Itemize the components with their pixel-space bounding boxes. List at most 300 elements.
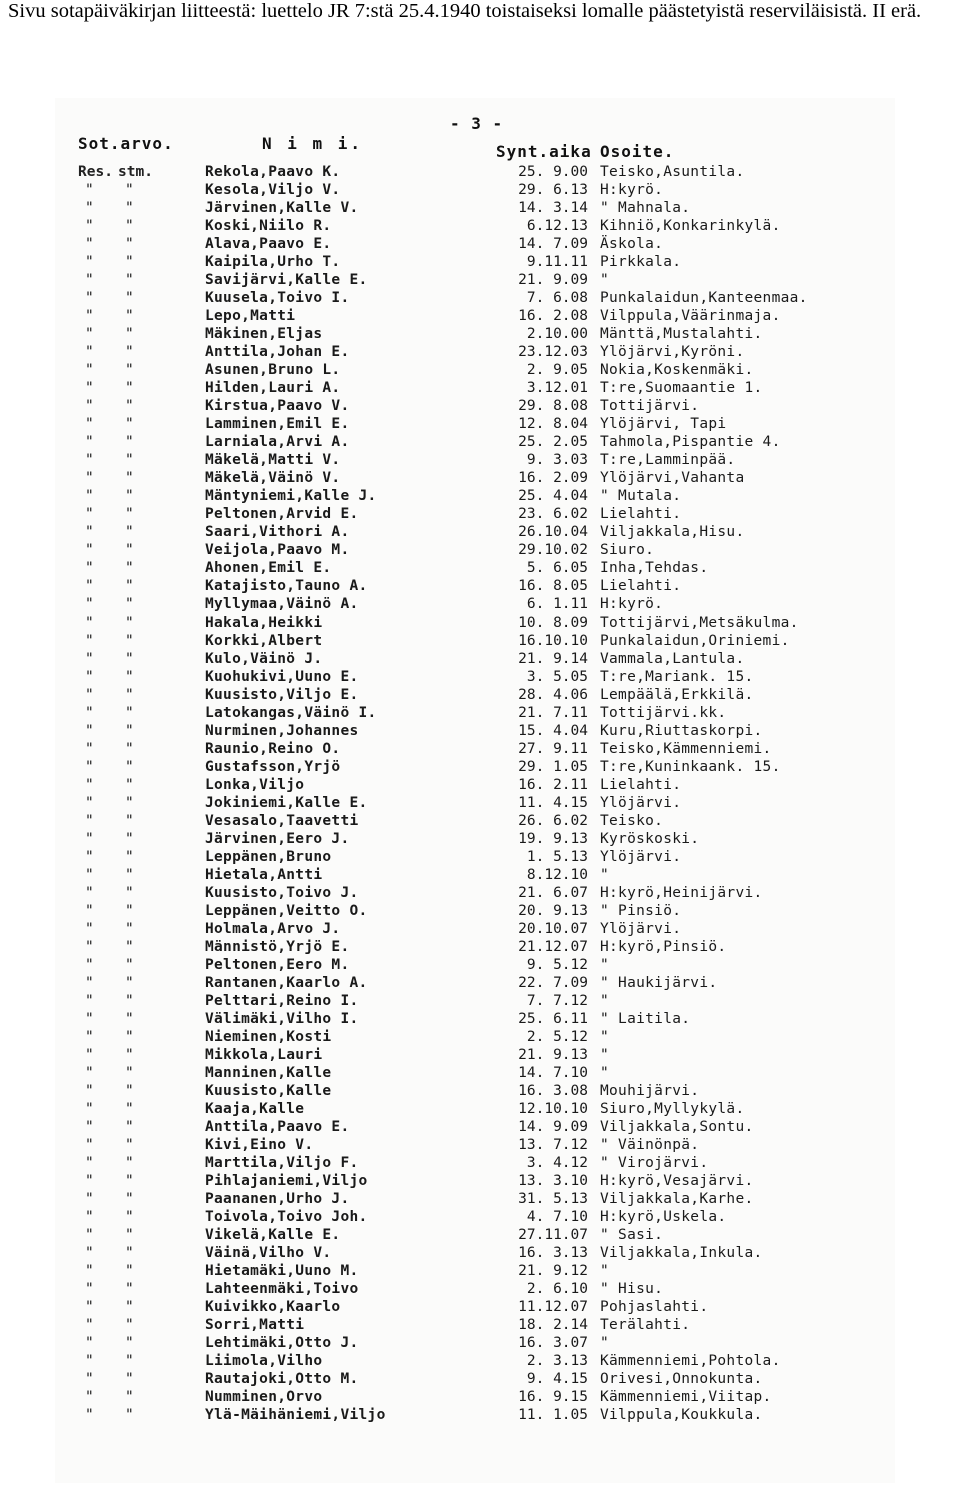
- table-row: [0, 505, 960, 523]
- birth-date-cell: 11. 1.05: [518, 1407, 588, 1424]
- birth-date-cell: 9. 3.03: [526, 452, 588, 469]
- table-row: [0, 1370, 960, 1388]
- name-cell: Mikkola,Lauri: [205, 1046, 323, 1063]
- rank-cell-1: ": [85, 218, 94, 235]
- birth-date-cell: 2. 3.13: [526, 1353, 588, 1370]
- birth-date-cell: 25. 6.11: [518, 1010, 588, 1027]
- birth-date-cell: 27. 9.11: [518, 740, 588, 757]
- birth-date-cell: 26.10.04: [518, 524, 588, 541]
- birth-date-cell: 8.12.10: [526, 866, 588, 883]
- name-cell: Paananen,Urho J.: [205, 1191, 350, 1208]
- birth-date-cell: 14. 3.14: [518, 200, 588, 217]
- name-cell: Mäkelä,Matti V.: [205, 452, 341, 469]
- name-cell: Järvinen,Eero J.: [205, 830, 350, 847]
- table-row: [0, 794, 960, 812]
- table-row: [0, 1064, 960, 1082]
- name-cell: Mäkelä,Väinö V.: [205, 470, 341, 487]
- address-cell: ": [600, 956, 610, 973]
- birth-date-cell: 3. 5.05: [526, 668, 588, 685]
- name-cell: Kaipila,Urho T.: [205, 254, 341, 271]
- table-row: [0, 686, 960, 704]
- rank-cell-1: ": [85, 1046, 94, 1063]
- address-cell: " Mahnala.: [600, 200, 691, 217]
- name-cell: Katajisto,Tauno A.: [205, 578, 368, 595]
- name-cell: Manninen,Kalle: [205, 1065, 332, 1081]
- table-row: [0, 866, 960, 884]
- rank-cell-1: ": [85, 1371, 94, 1388]
- name-cell: Asunen,Bruno L.: [205, 362, 341, 379]
- name-cell: Ylä-Mäihäniemi,Viljo: [205, 1407, 386, 1424]
- birth-date-cell: 14. 7.10: [518, 1065, 588, 1081]
- table-row: [0, 397, 960, 415]
- address-cell: Teisko,Asuntila.: [600, 164, 745, 180]
- rank-cell-2: ": [125, 794, 134, 811]
- rank-cell-2: ": [125, 668, 134, 685]
- rank-cell-1: ": [85, 524, 94, 541]
- rank-cell-1: ": [85, 1083, 94, 1100]
- name-cell: Pelttari,Reino I.: [205, 992, 359, 1009]
- rank-cell-1: ": [85, 650, 94, 667]
- birth-date-cell: 16. 2.09: [518, 470, 588, 487]
- table-row: [0, 307, 960, 325]
- rank-cell-2: ": [125, 758, 134, 775]
- name-cell: Leppänen,Veitto O.: [205, 902, 368, 919]
- table-row: [0, 812, 960, 830]
- rank-cell-2: ": [125, 1263, 134, 1280]
- rank-cell-1: ": [85, 1353, 94, 1370]
- name-cell: Nurminen,Johannes: [205, 722, 359, 739]
- name-cell: Vikelä,Kalle E.: [205, 1227, 341, 1244]
- rank-cell-2: ": [125, 362, 134, 379]
- rank-cell-1: ": [85, 272, 94, 289]
- table-row: [0, 704, 960, 722]
- rank-cell-1: ": [85, 722, 94, 739]
- address-cell: Ylöjärvi.: [600, 920, 682, 937]
- address-cell: Äskola.: [600, 236, 664, 253]
- address-cell: " Mutala.: [600, 488, 682, 505]
- table-row: [0, 1280, 960, 1298]
- table-row: [0, 776, 960, 794]
- birth-date-cell: 25. 4.04: [518, 488, 588, 505]
- rank-cell-1: ": [85, 1010, 94, 1027]
- birth-date-cell: 28. 4.06: [518, 686, 588, 703]
- birth-date-cell: 21. 9.13: [518, 1046, 588, 1063]
- rank-cell-1: Res.: [78, 164, 113, 180]
- rank-cell-1: ": [85, 1191, 94, 1208]
- name-cell: Hietala,Antti: [205, 866, 323, 883]
- table-row: [0, 1028, 960, 1046]
- rank-cell-2: ": [125, 560, 134, 577]
- rank-cell-1: ": [85, 1101, 94, 1118]
- address-cell: Inha,Tehdas.: [600, 560, 709, 577]
- rank-cell-2: ": [125, 974, 134, 991]
- name-cell: Veijola,Paavo M.: [205, 542, 350, 559]
- rank-cell-1: ": [85, 578, 94, 595]
- table-row: [0, 1190, 960, 1208]
- address-cell: Ylöjärvi,Kyröni.: [600, 344, 745, 361]
- rank-cell-1: ": [85, 398, 94, 415]
- table-row: [0, 974, 960, 992]
- birth-date-cell: 4. 7.10: [526, 1209, 588, 1226]
- rank-cell-2: ": [125, 506, 134, 523]
- address-cell: Pohjaslahti.: [600, 1299, 709, 1316]
- table-row: [0, 1172, 960, 1190]
- address-cell: Lielahti.: [600, 776, 682, 793]
- header-address: Osoite.: [600, 142, 675, 161]
- name-cell: Nieminen,Kosti: [205, 1028, 332, 1045]
- birth-date-cell: 3.12.01: [526, 380, 588, 397]
- rank-cell-1: ": [85, 884, 94, 901]
- table-row: [0, 415, 960, 433]
- birth-date-cell: 29. 6.13: [518, 182, 588, 199]
- table-row: [0, 884, 960, 902]
- address-cell: Lempäälä,Erkkilä.: [600, 686, 754, 703]
- rank-cell-2: ": [125, 434, 134, 451]
- birth-date-cell: 2.10.00: [526, 326, 588, 343]
- rank-cell-2: ": [125, 1371, 134, 1388]
- rank-cell-1: ": [85, 740, 94, 757]
- rank-cell-1: ": [85, 686, 94, 703]
- name-cell: Kirstua,Paavo V.: [205, 398, 350, 415]
- birth-date-cell: 6.12.13: [526, 218, 588, 235]
- birth-date-cell: 6. 1.11: [526, 596, 588, 613]
- name-cell: Lehtimäki,Otto J.: [205, 1335, 359, 1352]
- table-row: [0, 451, 960, 469]
- birth-date-cell: 23.12.03: [518, 344, 588, 361]
- address-cell: ": [600, 992, 610, 1009]
- address-cell: T:re,Kuninkaank. 15.: [600, 758, 781, 775]
- rank-cell-2: ": [125, 866, 134, 883]
- rank-cell-1: ": [85, 812, 94, 829]
- name-cell: Kulo,Väinö J.: [205, 650, 323, 667]
- birth-date-cell: 1. 5.13: [526, 848, 588, 865]
- name-cell: Savijärvi,Kalle E.: [205, 272, 368, 289]
- rank-cell-1: ": [85, 308, 94, 325]
- address-cell: T:re,Mariank. 15.: [600, 668, 754, 685]
- name-cell: Saari,Vithori A.: [205, 524, 350, 541]
- name-cell: Anttila,Paavo E.: [205, 1119, 350, 1136]
- table-row: [0, 235, 960, 253]
- birth-date-cell: 20.10.07: [518, 920, 588, 937]
- rank-cell-1: ": [85, 290, 94, 307]
- table-row: [0, 1154, 960, 1172]
- table-row: [0, 902, 960, 920]
- rank-cell-1: ": [85, 902, 94, 919]
- address-cell: H:kyrö,Uskela.: [600, 1209, 727, 1226]
- name-cell: Männistö,Yrjö E.: [205, 938, 350, 955]
- table-row: [0, 830, 960, 848]
- rank-cell-1: ": [85, 434, 94, 451]
- address-cell: Orivesi,Onnokunta.: [600, 1371, 763, 1388]
- name-cell: Väinä,Vilho V.: [205, 1245, 332, 1262]
- birth-date-cell: 11.12.07: [518, 1299, 588, 1316]
- address-cell: Kihniö,Konkarinkylä.: [600, 218, 781, 235]
- rank-cell-2: ": [125, 380, 134, 397]
- name-cell: Kuusisto,Toivo J.: [205, 884, 359, 901]
- name-cell: Kuohukivi,Uuno E.: [205, 668, 359, 685]
- address-cell: " Haukijärvi.: [600, 974, 718, 991]
- rank-cell-1: ": [85, 920, 94, 937]
- rank-cell-2: ": [125, 1155, 134, 1172]
- rank-cell-2: stm.: [118, 164, 153, 180]
- name-cell: Myllymaa,Väinö A.: [205, 596, 359, 613]
- table-row: [0, 848, 960, 866]
- rank-cell-2: ": [125, 308, 134, 325]
- name-cell: Holmala,Arvo J.: [205, 920, 341, 937]
- table-row: [0, 1316, 960, 1334]
- address-cell: Siuro,Myllykylä.: [600, 1101, 745, 1118]
- birth-date-cell: 21. 7.11: [518, 704, 588, 721]
- table-row: [0, 343, 960, 361]
- birth-date-cell: 9. 4.15: [526, 1371, 588, 1388]
- rank-cell-2: ": [125, 830, 134, 847]
- table-row: [0, 163, 960, 181]
- rank-cell-1: ": [85, 380, 94, 397]
- birth-date-cell: 21. 9.12: [518, 1263, 588, 1280]
- rank-cell-2: ": [125, 398, 134, 415]
- name-cell: Peltonen,Eero M.: [205, 956, 350, 973]
- address-cell: Mänttä,Mustalahti.: [600, 326, 763, 343]
- table-row: [0, 758, 960, 776]
- address-cell: " Väinönpä.: [600, 1137, 700, 1154]
- rank-cell-1: ": [85, 542, 94, 559]
- name-cell: Lonka,Viljo: [205, 776, 305, 793]
- address-cell: Kyröskoski.: [600, 830, 700, 847]
- table-row: [0, 1046, 960, 1064]
- address-cell: Ylöjärvi.: [600, 848, 682, 865]
- name-cell: Marttila,Viljo F.: [205, 1155, 359, 1172]
- name-cell: Toivola,Toivo Joh.: [205, 1209, 368, 1226]
- address-cell: ": [600, 866, 610, 883]
- table-row: [0, 668, 960, 686]
- address-cell: " Sasi.: [600, 1227, 664, 1244]
- name-cell: Mäkinen,Eljas: [205, 326, 323, 343]
- name-cell: Järvinen,Kalle V.: [205, 200, 359, 217]
- address-cell: " Hisu.: [600, 1281, 664, 1298]
- rank-cell-1: ": [85, 596, 94, 613]
- table-row: [0, 938, 960, 956]
- rank-cell-2: ": [125, 1245, 134, 1262]
- name-cell: Numminen,Orvo: [205, 1389, 323, 1406]
- address-cell: H:kyrö,Heinijärvi.: [600, 884, 763, 901]
- rank-cell-1: ": [85, 974, 94, 991]
- table-row: [0, 433, 960, 451]
- table-row: [0, 1100, 960, 1118]
- birth-date-cell: 7. 6.08: [526, 290, 588, 307]
- birth-date-cell: 16. 3.07: [518, 1335, 588, 1352]
- birth-date-cell: 15. 4.04: [518, 722, 588, 739]
- address-cell: H:kyrö,Pinsiö.: [600, 938, 727, 955]
- rank-cell-2: ": [125, 884, 134, 901]
- rank-cell-2: ": [125, 272, 134, 289]
- rank-cell-2: ": [125, 1191, 134, 1208]
- address-cell: " Laitila.: [600, 1010, 691, 1027]
- table-row: [0, 289, 960, 307]
- table-row: [0, 1406, 960, 1424]
- address-cell: ": [600, 1263, 610, 1280]
- birth-date-cell: 9.11.11: [526, 254, 588, 271]
- table-row: [0, 1244, 960, 1262]
- name-cell: Lahteenmäki,Toivo: [205, 1281, 359, 1298]
- address-cell: Kämmenniemi,Pohtola.: [600, 1353, 781, 1370]
- address-cell: " Virojärvi.: [600, 1155, 709, 1172]
- table-row: [0, 199, 960, 217]
- name-cell: Raunio,Reino O.: [205, 740, 341, 757]
- rank-cell-2: ": [125, 1335, 134, 1352]
- rank-cell-2: ": [125, 848, 134, 865]
- rank-cell-2: ": [125, 236, 134, 253]
- name-cell: Rautajoki,Otto M.: [205, 1371, 359, 1388]
- rank-cell-1: ": [85, 1227, 94, 1244]
- rank-cell-2: ": [125, 200, 134, 217]
- name-cell: Rekola,Paavo K.: [205, 164, 341, 180]
- address-cell: T:re,Suomaantie 1.: [600, 380, 763, 397]
- rank-cell-1: ": [85, 1155, 94, 1172]
- name-cell: Liimola,Vilho: [205, 1353, 323, 1370]
- rank-cell-2: ": [125, 1046, 134, 1063]
- rank-cell-1: ": [85, 182, 94, 199]
- birth-date-cell: 23. 6.02: [518, 506, 588, 523]
- address-cell: ": [600, 1335, 610, 1352]
- birth-date-cell: 29.10.02: [518, 542, 588, 559]
- rank-cell-2: ": [125, 1137, 134, 1154]
- header-birth: Synt.aika: [496, 142, 592, 161]
- table-row: [0, 595, 960, 613]
- table-row: [0, 740, 960, 758]
- address-cell: Tottijärvi,Metsäkulma.: [600, 614, 799, 631]
- birth-date-cell: 19. 9.13: [518, 830, 588, 847]
- address-cell: Punkalaidun,Oriniemi.: [600, 632, 790, 649]
- rank-cell-2: ": [125, 776, 134, 793]
- birth-date-cell: 12. 8.04: [518, 416, 588, 433]
- rank-cell-2: ": [125, 254, 134, 271]
- rank-cell-1: ": [85, 1335, 94, 1352]
- rank-cell-2: ": [125, 1281, 134, 1298]
- rank-cell-1: ": [85, 1299, 94, 1316]
- rank-cell-1: ": [85, 614, 94, 631]
- table-row: [0, 487, 960, 505]
- rank-cell-1: ": [85, 344, 94, 361]
- rank-cell-2: ": [125, 956, 134, 973]
- rank-cell-1: ": [85, 1317, 94, 1334]
- rank-cell-2: ": [125, 632, 134, 649]
- rank-cell-2: ": [125, 938, 134, 955]
- name-cell: Sorri,Matti: [205, 1317, 305, 1334]
- address-cell: Ylöjärvi.: [600, 794, 682, 811]
- name-cell: Kivi,Eino V.: [205, 1137, 314, 1154]
- rank-cell-1: ": [85, 1028, 94, 1045]
- rank-cell-1: ": [85, 956, 94, 973]
- address-cell: Viljakkala,Sontu.: [600, 1119, 754, 1136]
- rank-cell-1: ": [85, 506, 94, 523]
- rank-cell-2: ": [125, 740, 134, 757]
- rank-cell-2: ": [125, 614, 134, 631]
- table-row: [0, 325, 960, 343]
- table-row: [0, 1334, 960, 1352]
- rank-cell-1: ": [85, 416, 94, 433]
- rank-cell-2: ": [125, 1119, 134, 1136]
- rank-cell-2: ": [125, 920, 134, 937]
- rank-cell-1: ": [85, 1263, 94, 1280]
- rank-cell-2: ": [125, 1209, 134, 1226]
- rank-cell-1: ": [85, 326, 94, 343]
- birth-date-cell: 26. 6.02: [518, 812, 588, 829]
- birth-date-cell: 2. 9.05: [526, 362, 588, 379]
- rank-cell-1: ": [85, 1209, 94, 1226]
- rank-cell-2: ": [125, 1083, 134, 1100]
- name-cell: Lepo,Matti: [205, 308, 296, 325]
- table-row: [0, 1010, 960, 1028]
- birth-date-cell: 11. 4.15: [518, 794, 588, 811]
- page-number: - 3 -: [450, 114, 504, 133]
- rank-cell-1: ": [85, 632, 94, 649]
- rank-cell-2: ": [125, 1353, 134, 1370]
- birth-date-cell: 21. 6.07: [518, 884, 588, 901]
- address-cell: Punkalaidun,Kanteenmaa.: [600, 290, 808, 307]
- address-cell: ": [600, 1065, 610, 1081]
- name-cell: Kuivikko,Kaarlo: [205, 1299, 341, 1316]
- header-name: N i m i.: [262, 134, 364, 153]
- name-cell: Latokangas,Väinö I.: [205, 704, 377, 721]
- rank-cell-1: ": [85, 1119, 94, 1136]
- name-cell: Korkki,Albert: [205, 632, 323, 649]
- birth-date-cell: 31. 5.13: [518, 1191, 588, 1208]
- birth-date-cell: 22. 7.09: [518, 974, 588, 991]
- table-row: [0, 992, 960, 1010]
- rank-cell-2: ": [125, 326, 134, 343]
- name-cell: Peltonen,Arvid E.: [205, 506, 359, 523]
- birth-date-cell: 16.10.10: [518, 632, 588, 649]
- table-row: [0, 559, 960, 577]
- address-cell: Ylöjärvi, Tapi: [600, 416, 727, 433]
- table-row: [0, 1352, 960, 1370]
- rank-cell-2: ": [125, 290, 134, 307]
- table-row: [0, 1262, 960, 1280]
- rank-cell-2: ": [125, 1065, 134, 1081]
- rank-cell-2: ": [125, 1389, 134, 1406]
- birth-date-cell: 27.11.07: [518, 1227, 588, 1244]
- table-row: [0, 577, 960, 595]
- address-cell: Tahmola,Pispantie 4.: [600, 434, 781, 451]
- name-cell: Rantanen,Kaarlo A.: [205, 974, 368, 991]
- address-cell: H:kyrö,Vesajärvi.: [600, 1173, 754, 1190]
- name-cell: Hilden,Lauri A.: [205, 380, 341, 397]
- rank-cell-1: ": [85, 362, 94, 379]
- name-cell: Anttila,Johan E.: [205, 344, 350, 361]
- address-cell: Viljakkala,Inkula.: [600, 1245, 763, 1262]
- rank-cell-2: ": [125, 1010, 134, 1027]
- name-cell: Leppänen,Bruno: [205, 848, 332, 865]
- name-cell: Kuusisto,Kalle: [205, 1083, 332, 1100]
- birth-date-cell: 16. 3.13: [518, 1245, 588, 1262]
- birth-date-cell: 21. 9.09: [518, 272, 588, 289]
- birth-date-cell: 5. 6.05: [526, 560, 588, 577]
- address-cell: H:kyrö.: [600, 596, 664, 613]
- address-cell: Ylöjärvi,Vahanta: [600, 470, 745, 487]
- table-row: [0, 541, 960, 559]
- table-row: [0, 722, 960, 740]
- rank-cell-2: ": [125, 596, 134, 613]
- rank-cell-1: ": [85, 758, 94, 775]
- name-cell: Kuusela,Toivo I.: [205, 290, 350, 307]
- rank-cell-1: ": [85, 1407, 94, 1424]
- address-cell: ": [600, 1046, 610, 1063]
- table-row: [0, 1298, 960, 1316]
- rank-cell-1: ": [85, 830, 94, 847]
- table-row: [0, 469, 960, 487]
- rank-cell-1: ": [85, 1281, 94, 1298]
- rank-cell-2: ": [125, 812, 134, 829]
